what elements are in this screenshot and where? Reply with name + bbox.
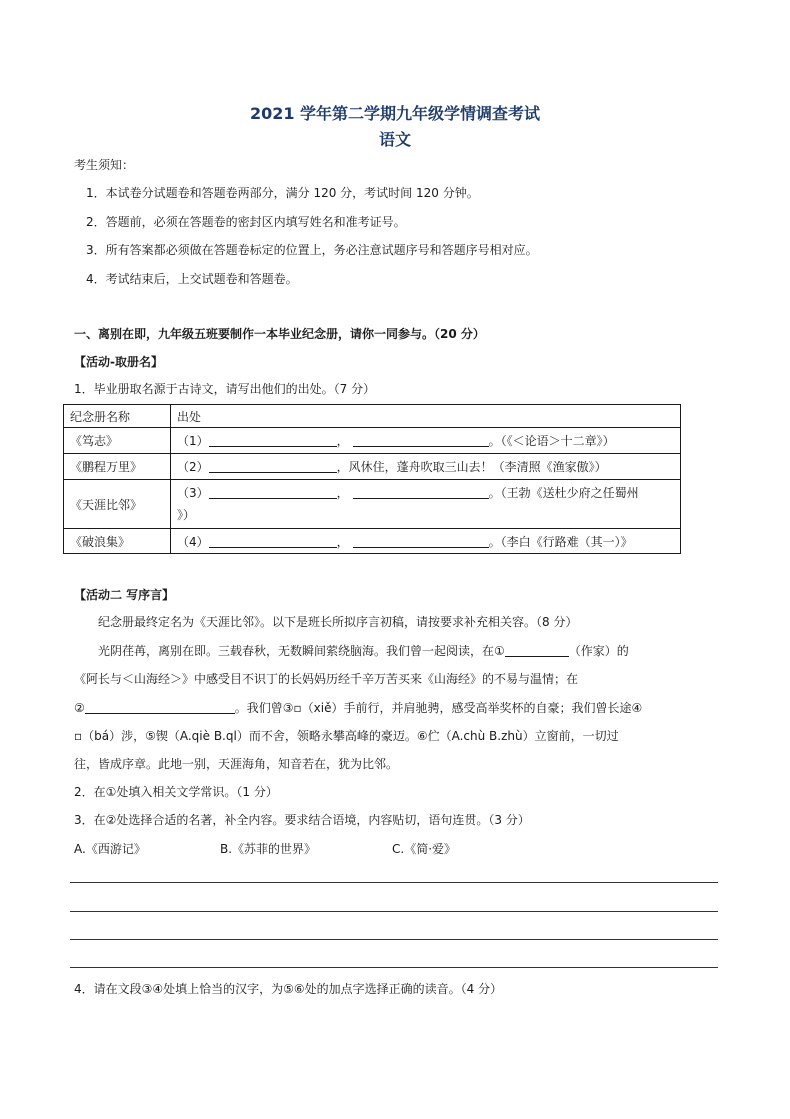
answer-blank[interactable] — [353, 486, 489, 499]
answer-blank[interactable] — [505, 644, 569, 657]
answer-blank[interactable] — [209, 434, 337, 447]
table-row — [64, 529, 681, 554]
preface-text: 。我们曾③▫（xiě）手前行，并肩驰骋，感受高举奖杯的自豪；我们曾长途④ — [234, 701, 643, 715]
source-citation: 。（李白《行路难（其一）》 — [488, 534, 633, 549]
question-4: 4．请在文段③④处填上恰当的汉字，为⑤⑥处的加点字选择正确的读音。（4 分） — [74, 982, 503, 996]
section-heading: 一、离别在即，九年级五班要制作一本毕业纪念册，请你一同参与。（20 分） — [74, 327, 485, 341]
preface-line — [74, 699, 642, 716]
source-cell — [171, 454, 681, 480]
source-citation: 。（王勃《送杜少府之任蜀州 — [488, 486, 639, 500]
answer-line[interactable] — [70, 939, 718, 940]
table-row — [64, 428, 681, 454]
album-name: 《笃志》 — [64, 428, 171, 454]
activity-one-heading: 【活动-取册名】 — [74, 355, 163, 369]
source-table — [63, 404, 681, 554]
notice-item: 1．本试卷分试题卷和答题卷两部分，满分 120 分，考试时间 120 分钟。 — [86, 186, 479, 200]
question-2: 2．在①处填入相关文学常识。（1 分） — [74, 785, 278, 799]
notice-heading: 考生须知： — [74, 158, 135, 172]
preface-line — [98, 642, 629, 659]
blank-number: （4） — [177, 534, 209, 549]
source-cell — [171, 480, 681, 529]
option-a[interactable]: A.《西游记》 — [74, 842, 146, 856]
option-b[interactable]: B.《苏菲的世界》 — [220, 842, 317, 856]
blank-separator: ， — [336, 486, 349, 500]
answer-line[interactable] — [70, 967, 718, 968]
preface-text: ② — [74, 701, 85, 715]
blank-number: （2） — [177, 460, 209, 474]
preface-line: 往，皆成序章。此地一别，天涯海角，知音若在，犹为比邻。 — [74, 757, 399, 771]
answer-blank[interactable] — [353, 434, 489, 447]
source-cell — [171, 428, 681, 454]
exam-title: 2021 学年第二学期九年级学情调查考试 — [249, 104, 541, 123]
album-name: 《破浪集》 — [64, 529, 171, 554]
blank-number: （1） — [177, 434, 209, 448]
answer-blank[interactable] — [209, 486, 337, 499]
answer-blank[interactable] — [353, 535, 489, 548]
preface-line: 《阿长与＜山海经＞》中感受目不识丁的长妈妈历经千辛万苦买来《山海经》的不易与温情；在 — [74, 672, 579, 686]
source-citation: 。（《＜论语＞十二章》） — [488, 434, 615, 448]
album-name: 《天涯比邻》 — [64, 480, 171, 529]
question-3: 3．在②处选择合适的名著，补全内容。要求结合语境，内容贴切，语句连贯。（3 分） — [74, 813, 530, 827]
answer-line[interactable] — [70, 911, 718, 912]
table-header-row — [64, 405, 681, 428]
preface-text: （作家）的 — [568, 644, 629, 658]
activity-two-heading: 【活动二 写序言】 — [74, 588, 175, 602]
notice-item: 2．答题前，必须在答题卷的密封区内填写姓名和准考证号。 — [86, 215, 406, 229]
source-cell — [171, 529, 681, 554]
answer-blank[interactable] — [209, 460, 337, 473]
exam-subject: 语文 — [378, 130, 411, 149]
table-header-source: 出处 — [171, 405, 681, 428]
table-row — [64, 480, 681, 529]
preface-text: 光阴荏苒，离别在即。三载春秋，无数瞬间萦绕脑海。我们曾一起阅读，在① — [98, 644, 505, 658]
table-header-name: 纪念册名称 — [64, 405, 171, 428]
answer-line[interactable] — [70, 882, 718, 883]
answer-blank[interactable] — [209, 535, 337, 548]
table-row — [64, 454, 681, 480]
source-citation-wrap: 》） — [177, 508, 196, 522]
question-1: 1．毕业册取名源于古诗文，请写出他们的出处。（7 分） — [74, 382, 376, 396]
blank-number: （3） — [177, 486, 209, 500]
preface-line: ▫（bá）涉，⑤锲（A.qiè B.ql）而不舍，领略永攀高峰的豪迈。⑥伫（A.chù B.zhù）立窗前，一切过 — [74, 729, 619, 743]
blank-separator: ， — [336, 534, 349, 549]
blank-separator: ， — [336, 434, 349, 448]
activity-two-intro: 纪念册最终定名为《天涯比邻》。以下是班长所拟序言初稿，请按要求补充相关容。（8 分） — [98, 615, 578, 629]
source-citation: ，风休住，蓬舟吹取三山去！（李清照《渔家傲》） — [336, 460, 607, 474]
notice-item: 3．所有答案都必须做在答题卷标定的位置上，务必注意试题序号和答题序号相对应。 — [86, 243, 538, 257]
album-name: 《鹏程万里》 — [64, 454, 171, 480]
option-c[interactable]: C.《简·爱》 — [392, 842, 457, 856]
notice-item: 4．考试结束后，上交试题卷和答题卷。 — [86, 272, 298, 286]
answer-blank[interactable] — [85, 701, 235, 714]
